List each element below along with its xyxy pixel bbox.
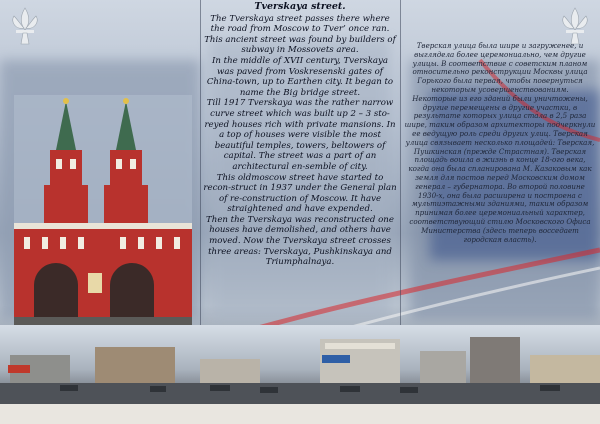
paragraph: In the middle of XVII century, Tverskaya was paved from Voskresenski gates of China-town, up to Earthen city. It began to name the Big bridge street. (206, 55, 394, 98)
fleur-de-lis-icon (558, 6, 592, 46)
paragraph-ru: Некоторые из его зданий были уничтожены, другие перемещены в другие участки, в результате которых улица стала в 2,5 раза шире, таким образом архитекторы подчеркнули ее ведущую роль среди других улиц. Тверская улица связывает несколько площадей: Тверская, Пушкинская (прежде Страстная). Тверская площадь вошла в жизнь в конце 18-ого века, когда она была спланирована М. Казаковым как земля для постов перед Московским домом генерал – губернатора. Во второй половине 1930-х, она была расширена и построена с мультиэтажными зданиями, таким образом принимая более церемониальный характер, соответствующий стилю Московского Офиса Министерства (здесь теперь восседает городская власть). (404, 93, 596, 244)
paragraph: Till 1917 Tverskaya was the rather narrow curve street which was built up 2 – 3 sto-reyed houses rich with private mansions. In a top of houses were visible the most beautiful temples, towers, beltowers of capital. The street was a part of an architectural en-semble of city. (204, 98, 396, 172)
paragraph-ru: Тверская улица была шире и загруженее, и выглядела более церемониально, чем другие улицы. В соответствие с советским планом относительно реконструкции Москвы улица Горького была первая, чтобы повернуться некоторым усовершенствованиям. (412, 41, 588, 94)
street-panorama-image (0, 325, 600, 405)
resurrection-gate-image (14, 95, 192, 325)
fleur-de-lis-icon (8, 6, 42, 46)
middle-text-column (203, 2, 397, 268)
paragraph: This oldmoscow street have started to recon-struct in 1937 under the General plan of re-construction of Moscow. It have straightened and have expended. (203, 172, 397, 215)
right-text-column (404, 42, 596, 244)
bottom-margin (0, 404, 600, 424)
paragraph: Then the Tverskaya was reconstructed one houses have demolished, and others have moved. Now the Tverskaya street crosses three areas: Tverskaya, Pushkinskaya and Triumphalnaya. (206, 214, 394, 268)
street-title: Tverskaya street. (254, 1, 346, 12)
paragraph: The Tverskaya street passes there where the road from Moscow to Tver’ once ran. This ancient street was found by builders of subway in Mossovets area. (204, 13, 396, 56)
